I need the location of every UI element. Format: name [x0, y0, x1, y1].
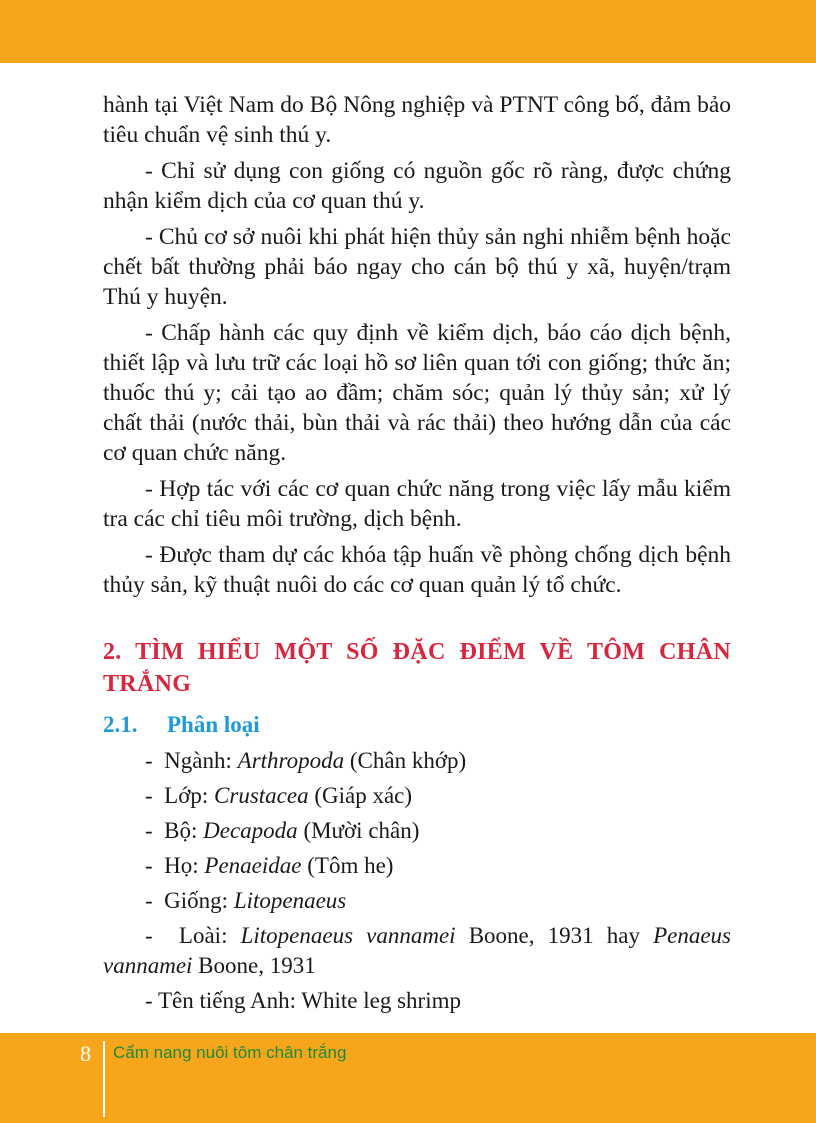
section-number: 2.1. [103, 712, 138, 737]
section-title: Phân loại [167, 712, 260, 737]
paragraph-report-disease: - Chủ cơ sở nuôi khi phát hiện thủy sản nghi nhiễm bệnh hoặc chết bất thường phải báo ngay cho cán bộ thú y xã, huyện/trạm Thú y huyện. [103, 224, 731, 310]
footer-divider [103, 1041, 105, 1117]
list-item: - Ngành: Arthropoda (Chân khớp) [145, 748, 467, 773]
paragraph-training: - Được tham dự các khóa tập huấn về phòng chống dịch bệnh thủy sản, kỹ thuật nuôi do các cơ quan quản lý tổ chức. [103, 542, 731, 598]
footer-book-title: Cẩm nang nuôi tôm chân trắng [113, 1043, 347, 1062]
list-item: - Họ: Penaeidae (Tôm he) [145, 853, 394, 878]
section-heading-2-1 [103, 710, 731, 740]
page-number: 8 [80, 1041, 91, 1066]
list-item-english-name: - Tên tiếng Anh: White leg shrimp [145, 988, 461, 1013]
page-content [103, 90, 731, 1021]
paragraph-quarantine-rules: - Chấp hành các quy định về kiểm dịch, báo cáo dịch bệnh, thiết lập và lưu trữ các loại hồ sơ liên quan tới con giống; thức ăn; thuốc thú y; cải tạo ao đầm; chăm sóc; quản lý thủy sản; xử lý chất thải (nước thải, bùn thải và rác thải) theo hướng dẫn của các cơ quan chức năng. [103, 320, 731, 466]
paragraph-cooperation: - Hợp tác với các cơ quan chức năng trong việc lấy mẫu kiểm tra các chỉ tiêu môi trường, dịch bệnh. [103, 476, 731, 532]
section-heading-2: 2. TÌM HIỂU MỘT SỐ ĐẶC ĐIỂM VỀ TÔM CHÂN TRẮNG [103, 639, 731, 697]
paragraph-breeding-stock: - Chỉ sử dụng con giống có nguồn gốc rõ ràng, được chứng nhận kiểm dịch của cơ quan thú y. [103, 158, 731, 214]
list-item: - Giống: Litopenaeus [145, 888, 347, 913]
list-item-species: - Loài: Litopenaeus vannamei Boone, 1931 hay Penaeus vannamei Boone, 1931 [103, 923, 732, 978]
header-band [0, 0, 816, 63]
paragraph-continued: hành tại Việt Nam do Bộ Nông nghiệp và PTNT công bố, đảm bảo tiêu chuẩn vệ sinh thú y. [103, 92, 731, 148]
list-item: - Bộ: Decapoda (Mười chân) [145, 818, 420, 843]
list-item: - Lớp: Crustacea (Giáp xác) [145, 783, 413, 808]
